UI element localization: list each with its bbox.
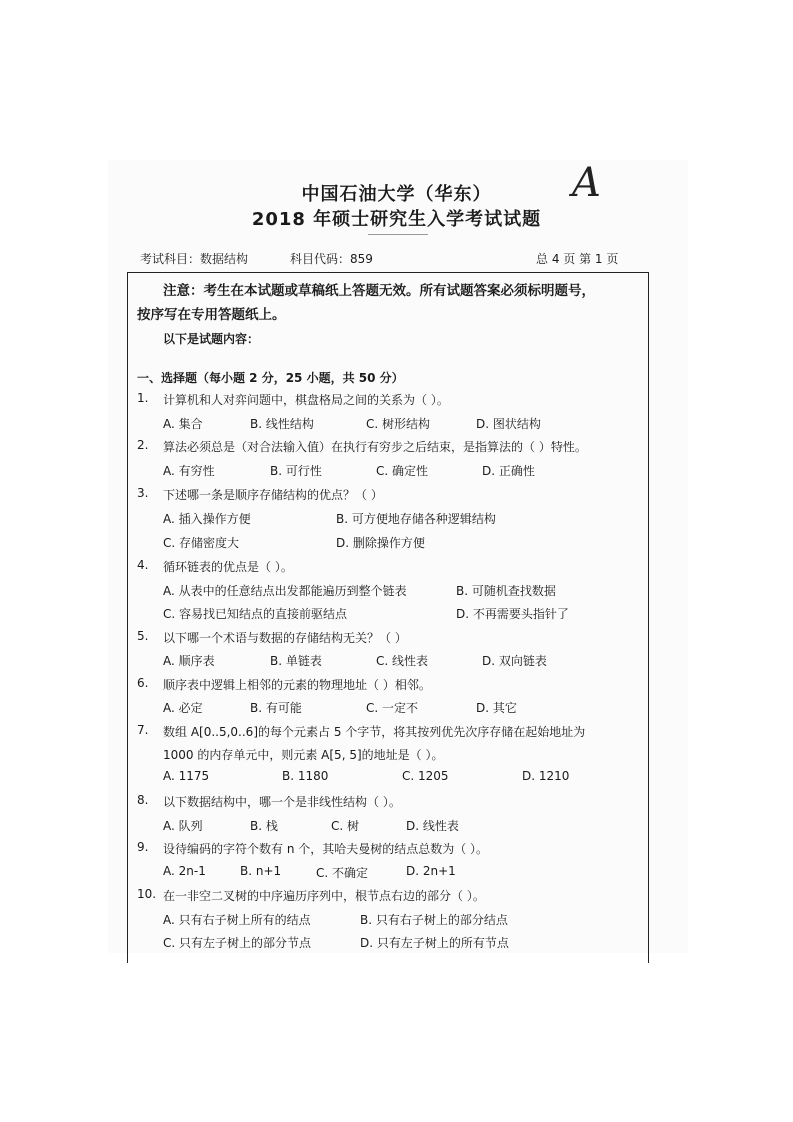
question-number: 6. — [137, 676, 149, 690]
question-text: 以下数据结构中，哪一个是非线性结构（ ）。 — [163, 795, 401, 809]
question-text: 算法必须总是（对合法输入值）在执行有穷步之后结束，是指算法的（ ）特性。 — [163, 440, 587, 454]
question-text: 数组 A[0..5,0..6]的每个元素占 5 个字节，将其按列优先次序存储在起始地址为 — [163, 725, 586, 739]
option-a: A. 集合 — [163, 417, 203, 431]
option-b: B. 可随机查找数据 — [456, 584, 556, 598]
option-d: D. 只有左子树上的所有节点 — [360, 936, 509, 950]
question-text: 顺序表中逻辑上相邻的元素的物理地址（ ）相邻。 — [163, 678, 431, 692]
option-d: D. 1210 — [522, 769, 570, 783]
option-d: D. 图状结构 — [476, 417, 541, 431]
option-a: A. 队列 — [163, 819, 203, 833]
option-a: A. 从表中的任意结点出发都能遍历到整个链表 — [163, 584, 407, 598]
exam-institution-title: 中国石油大学（华东） — [301, 184, 492, 205]
option-c: C. 树形结构 — [366, 417, 431, 431]
section-heading: 一、选择题（每小题 2 分，25 小题，共 50 分） — [137, 371, 404, 385]
question-number: 7. — [137, 723, 149, 737]
exam-subject: 考试科目：数据结构 — [140, 252, 249, 266]
option-c: C. 不确定 — [316, 866, 369, 880]
question-number: 5. — [137, 629, 149, 643]
page-count: 总 4 页 第 1 页 — [536, 252, 619, 266]
question-number: 9. — [137, 840, 149, 854]
option-b: B. 线性结构 — [250, 417, 314, 431]
option-a: A. 有穷性 — [163, 464, 215, 478]
handwritten-mark: A — [572, 160, 601, 206]
option-a: A. 插入操作方便 — [163, 512, 251, 526]
option-b: B. 1180 — [282, 769, 329, 783]
option-a: A. 必定 — [163, 701, 203, 715]
option-a: A. 只有右子树上所有的结点 — [163, 913, 311, 927]
question-text-continued: 1000 的内存单元中，则元素 A[5, 5]的地址是（ ）。 — [163, 748, 444, 762]
option-c: C. 存储密度大 — [163, 536, 240, 550]
option-d: D. 其它 — [476, 701, 517, 715]
option-b: B. 单链表 — [270, 654, 322, 668]
title-underline — [368, 234, 428, 235]
option-b: B. 可方便地存储各种逻辑结构 — [336, 512, 496, 526]
question-text: 以下哪一个术语与数据的存储结构无关？（ ） — [163, 631, 407, 645]
option-d: D. 不再需要头指针了 — [456, 607, 569, 621]
question-number: 2. — [137, 438, 149, 452]
notice-line-2: 按序写在专用答题纸上。 — [137, 307, 286, 323]
notice-line-1: 注意：考生在本试题或草稿纸上答题无效。所有试题答案必须标明题号， — [163, 283, 595, 299]
question-number: 1. — [137, 391, 149, 405]
subject-code: 科目代码：859 — [290, 252, 373, 266]
question-number: 4. — [137, 558, 149, 572]
option-b: B. n+1 — [240, 864, 282, 878]
option-d: D. 线性表 — [406, 819, 459, 833]
question-number: 3. — [137, 486, 149, 500]
option-c: C. 线性表 — [376, 654, 429, 668]
exam-title: 2018 年硕士研究生入学考试试题 — [251, 209, 542, 230]
question-text: 在一非空二叉树的中序遍历序列中，根节点右边的部分（ ）。 — [163, 889, 485, 903]
option-c: C. 容易找已知结点的直接前驱结点 — [163, 607, 348, 621]
question-text: 计算机和人对弈问题中，棋盘格局之间的关系为（ ）。 — [163, 393, 449, 407]
question-text: 下述哪一条是顺序存储结构的优点？（ ） — [163, 488, 383, 502]
option-a: A. 2n-1 — [163, 864, 206, 878]
option-b: B. 有可能 — [250, 701, 302, 715]
option-c: C. 只有左子树上的部分节点 — [163, 936, 312, 950]
option-b: B. 栈 — [250, 819, 278, 833]
option-d: D. 删除操作方便 — [336, 536, 425, 550]
option-a: A. 1175 — [163, 769, 210, 783]
option-d: D. 正确性 — [482, 464, 535, 478]
option-d: D. 2n+1 — [406, 864, 456, 878]
option-c: C. 一定不 — [366, 701, 419, 715]
option-c: C. 确定性 — [376, 464, 429, 478]
option-c: C. 1205 — [402, 769, 449, 783]
question-number: 8. — [137, 793, 149, 807]
question-text: 设待编码的字符个数有 n 个，其哈夫曼树的结点总数为（ ）。 — [163, 842, 489, 856]
question-text: 循环链表的优点是（ ）。 — [163, 560, 293, 574]
option-c: C. 树 — [331, 819, 360, 833]
option-d: D. 双向链表 — [482, 654, 547, 668]
option-a: A. 顺序表 — [163, 654, 215, 668]
intro-text: 以下是试题内容： — [163, 332, 260, 346]
option-b: B. 只有右子树上的部分结点 — [360, 913, 508, 927]
option-b: B. 可行性 — [270, 464, 322, 478]
question-number: 10. — [137, 887, 157, 901]
